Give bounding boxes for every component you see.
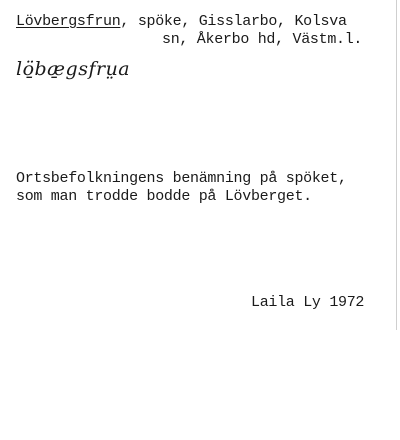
card-edge [396, 0, 397, 330]
header-line-1 [16, 13, 347, 30]
headword: Lövbergsfrun [16, 13, 121, 30]
header-details: , spöke, Gisslarbo, Kolsva [120, 13, 347, 30]
body-line-2: som man trodde bodde på Lövberget. [16, 188, 312, 205]
signature: Laila Ly 1972 [251, 294, 365, 311]
header-line-2: sn, Åkerbo hd, Västm.l. [162, 31, 363, 48]
body-line-1: Ortsbefolkningens benämning på spöket, [16, 170, 347, 187]
phonetic-transcription: lö̱bæ̱gsfrṳa [16, 58, 131, 80]
